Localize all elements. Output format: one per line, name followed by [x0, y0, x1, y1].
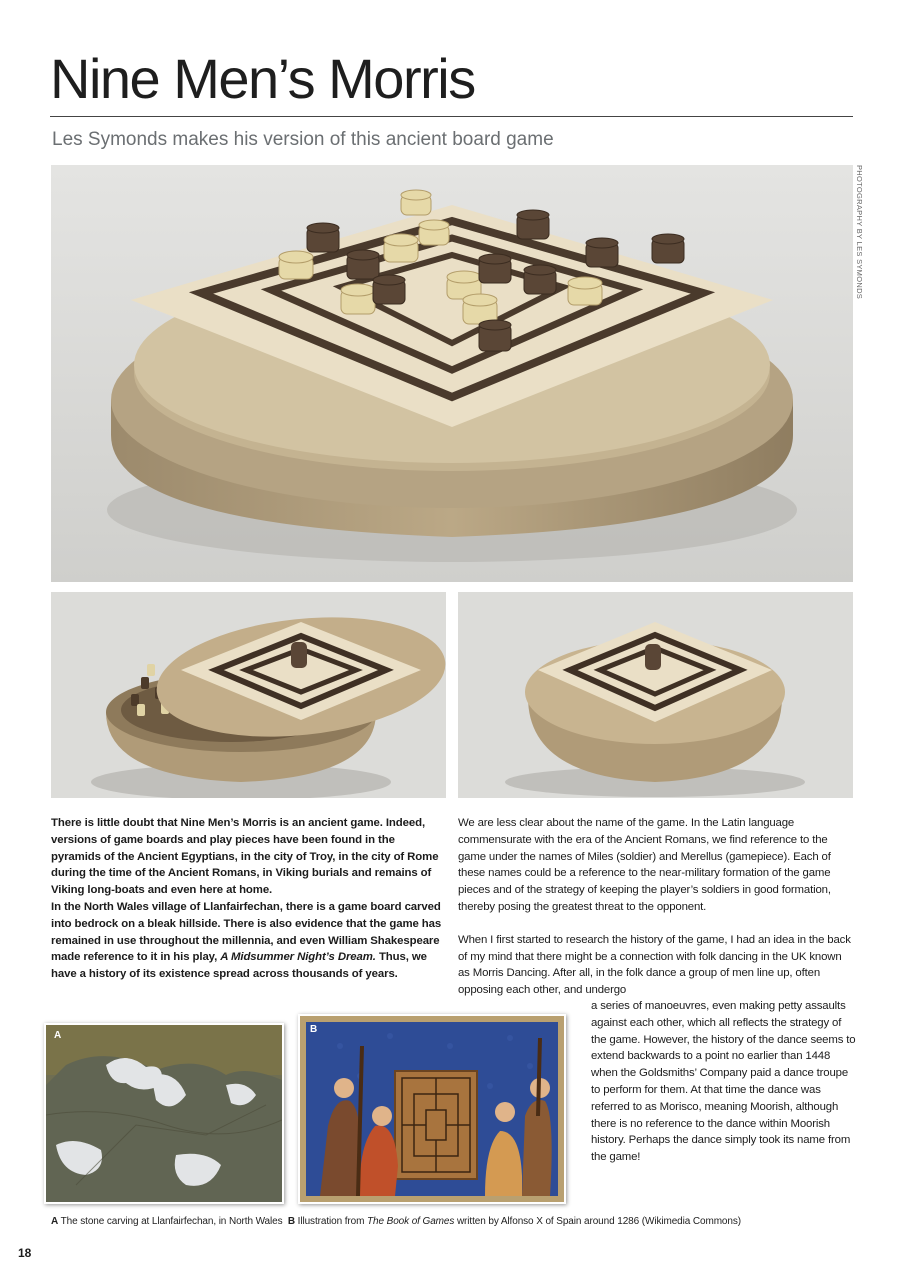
figure-a-stone-carving	[44, 1023, 284, 1204]
photo-credit: PHOTOGRAPHY BY LES SYMONDS	[855, 165, 864, 300]
morris-dancing-paragraph-b: a series of manoeuvres, even making petty assaults against each other, which all reflects the strategy of the game. However, the history of the dance seems to extend backwards to a point no earlier than 1448 when the Goldsmiths’ Company paid a dance troupe to perform for them. At that time the dance was referred to as Morisco, meaning Moorish, although there is no reference to the dance within Moorish history. Perhaps the dance simply took its name from the game!	[591, 1000, 856, 1164]
figure-b-book-of-games	[298, 1014, 566, 1204]
page-title: Nine Men’s Morris	[50, 47, 475, 110]
intro-text-a: In the North Wales village of Llanfairfechan, there is a game board carved into bedrock on a bleak hillside. There is also evidence that the game has remained in use throughout the millennia, and even William Shakespeare made reference to it in his play,	[51, 900, 442, 964]
intro-text-b: Thus, we have a history of its existence spread across thousands of years.	[51, 951, 427, 981]
body-left-column	[51, 815, 447, 983]
photo-box-open	[51, 592, 446, 798]
caption-a-label: A	[51, 1216, 59, 1227]
name-paragraph: We are less clear about the name of the game. In the Latin language commensurate with the era of the Ancient Romans, we find reference to the game under the names of Miles (soldier) and Merellus (gamepiece). Each of these names could be a reference to the near-military formation of the game pieces and of the strategy of keeping the player’s soldiers in good formation, thereby posing the greatest threat to the opponent.	[458, 817, 831, 913]
body-right-column	[458, 815, 854, 999]
page-subtitle: Les Symonds makes his version of this ancient board game	[52, 129, 554, 150]
figure-caption	[51, 1216, 741, 1227]
body-right-column-continued	[591, 998, 856, 1166]
intro-paragraph-2	[51, 899, 447, 983]
caption-a-text: The stone carving at Llanfairfechan, in North Wales	[60, 1216, 283, 1227]
photo-box-closed	[458, 592, 853, 798]
play-title: A Midsummer Night’s Dream.	[220, 951, 376, 964]
main-photo-board-game	[51, 165, 853, 582]
intro-paragraph: There is little doubt that Nine Men’s Morris is an ancient game. Indeed, versions of game boards and play pieces have been found in the pyramids of the Ancient Egyptians, in the city of Troy, in the city of Rome during the time of the Ancient Romans, in Viking burials and remains of Viking long-boats and even here at home.	[51, 817, 439, 897]
morris-dancing-paragraph-a: When I first started to research the history of the game, I had an idea in the back of my mind that there might be a connection with folk dancing in the UK known as Morris Dancing. After all, in the folk dance a group of men line up, often opposing each other, and undergo	[458, 933, 851, 997]
caption-b-suffix: written by Alfonso X of Spain around 1286 (Wikimedia Commons)	[456, 1216, 741, 1227]
page-number: 18	[18, 1246, 32, 1260]
caption-b-prefix: Illustration from	[297, 1216, 365, 1227]
caption-b-title: The Book of Games	[367, 1216, 455, 1227]
caption-b-label: B	[287, 1216, 295, 1227]
title-rule	[50, 116, 853, 117]
figure-a-label: A	[54, 1030, 62, 1041]
figure-b-label: B	[310, 1024, 318, 1035]
